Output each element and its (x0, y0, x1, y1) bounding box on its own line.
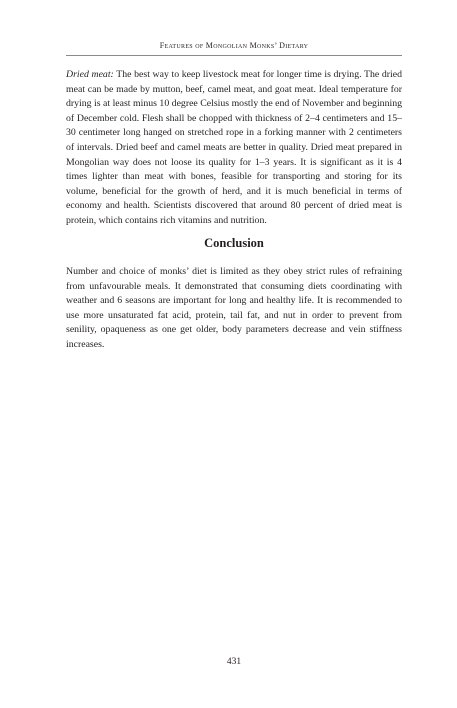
header-rule (66, 55, 402, 56)
conclusion-heading: Conclusion (204, 236, 264, 250)
dried-meat-paragraph (66, 68, 402, 229)
running-header: Features of Mongolian Monks’ Dietary (159, 41, 309, 50)
dried-meat-text: The best way to keep livestock meat for longer time is drying. The dried meat can be made by mutton, beef, camel meat, and goat meat. Ideal temperature for drying is at least minus 10 degree Celsius mostly the end of November and beginning of December cold. Flesh shall be chopped with thickness of 2–4 centimeters and 15–30 centimeter long hanged on stretched rope in a forking manner with 2 centimeters of intervals. Dried beef and camel meats are better in quality. Dried meat prepared in Mongolian way does not loose its quality for 1–3 years. It is significant as it is 4 times lighter than meat with bones, feasible for transporting and storing for its volume, beneficial for the growth of herd, and it is much beneficial in terms of economy and health. Scientists discovered that around 80 percent of dried meat is protein, which contains rich vitamins and nutrition. (66, 69, 403, 226)
conclusion-paragraph: Number and choice of monks’ diet is limited as they obey strict rules of refraining from unfavourable meals. It demonstrated that consuming diets coordinating with weather and 6 seasons are important for long and healthy life. It is recommended to use more unsaturated fat acid, protein, tail fat, and nut in order to prevent from senility, opaqueness as one get older, body parameters decrease and vein stiffness increases. (66, 266, 402, 350)
dried-meat-lead: Dried meat: (66, 69, 114, 80)
page-number: 431 (226, 657, 242, 667)
